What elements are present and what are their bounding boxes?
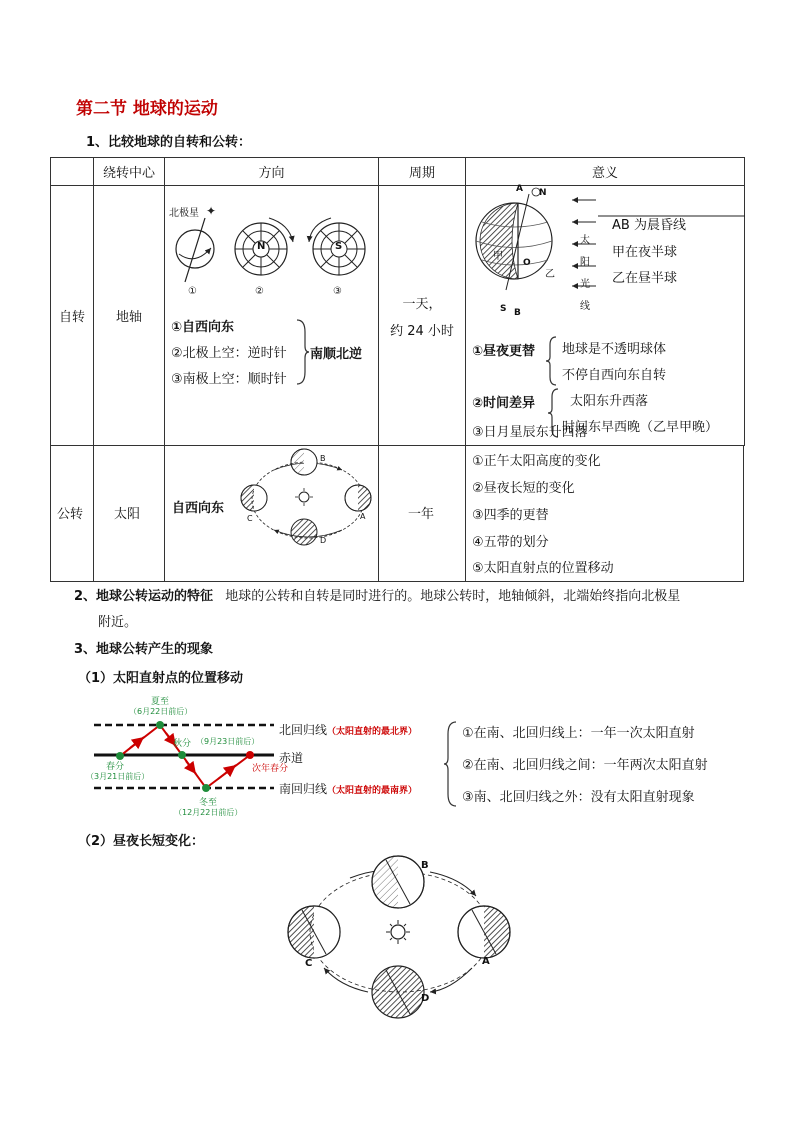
significance-1-item-1: 地球是不透明球体	[562, 342, 667, 357]
significance-2-item-2: 时间东早西晚（乙早甲晚）	[562, 420, 719, 435]
rotation-center: 地轴	[94, 186, 165, 446]
orbit-b: B	[320, 454, 326, 463]
subsection1-heading: （1）太阳直射点的位置移动	[78, 671, 244, 686]
pole-n-label: N	[257, 241, 266, 252]
tropic-of-capricorn	[279, 780, 417, 797]
winter-solstice: 冬至	[199, 798, 218, 808]
label-a: A	[516, 184, 523, 194]
spring-equinox: 春分	[106, 762, 125, 772]
revolution-significance-2: ②昼夜长短的变化	[472, 481, 575, 496]
label-b: B	[514, 308, 521, 318]
significance-1-title: ①昼夜更替	[472, 344, 536, 359]
tropic-of-cancer-label: 北回归线	[279, 723, 328, 737]
rotation-significance-cell	[466, 186, 745, 446]
orbit2-c: C	[305, 958, 313, 969]
sun-char-2: 阳	[580, 257, 590, 268]
revolution-name: 公转	[57, 507, 84, 522]
label-yi: 乙	[545, 269, 555, 280]
summer-date: （6月22日前后）	[129, 707, 193, 716]
revolution-significance-5: ⑤太阳直射点的位置移动	[472, 561, 614, 576]
significance-3: ③日月星辰东升西落	[472, 425, 588, 440]
fig-label-2: ②	[255, 286, 264, 297]
orbit2-d: D	[421, 993, 430, 1004]
rotation-direction-cell	[165, 186, 379, 446]
rev-divider-4	[465, 445, 466, 582]
section2-continuation: 附近。	[98, 615, 138, 630]
orbit-c: C	[247, 514, 253, 523]
rotation-period-line1: 一天，	[402, 296, 442, 312]
fig-label-3: ③	[333, 286, 342, 297]
note-ab: AB 为晨昏线	[612, 218, 686, 233]
revolution-significance-4: ④五带的划分	[472, 535, 549, 550]
orbit-d: D	[320, 536, 327, 545]
sun-char-1: 太	[580, 235, 590, 246]
section2	[74, 585, 680, 604]
direction-2: ②北极上空：逆时针	[171, 346, 287, 361]
day-night-figure	[466, 186, 745, 296]
next-spring: 次年春分	[252, 764, 289, 774]
rev-divider-1	[93, 445, 94, 582]
header-direction: 方向	[165, 158, 379, 186]
note-jia: 甲在夜半球	[612, 245, 678, 260]
significance-1-brace	[546, 335, 558, 387]
revolution-significance-3: ③四季的更替	[472, 508, 549, 523]
equator-label: 赤道	[279, 751, 304, 765]
orbit-diagram-large	[280, 850, 530, 1025]
comparison-table	[50, 157, 745, 446]
direction-brace	[295, 318, 309, 386]
sun-char-4: 线	[580, 301, 590, 312]
direction-summary: 南顺北逆	[310, 347, 363, 362]
sun-char-3: 光	[580, 279, 590, 290]
winter-date: （12月22日前后）	[174, 808, 243, 817]
header-empty	[51, 158, 94, 186]
spring-date: （3月21日前后）	[86, 772, 150, 781]
revolution-period: 一年	[408, 507, 435, 522]
tropic-of-capricorn-note: （太阳直射的最南界）	[327, 786, 418, 796]
orbit-a: A	[360, 512, 366, 521]
orbit2-b: B	[421, 860, 429, 871]
direction-1: ①自西向东	[171, 320, 235, 335]
pole-s-label: S	[335, 241, 343, 252]
rev-divider-3	[378, 445, 379, 582]
svg-text:✦: ✦	[206, 204, 217, 218]
autumn-equinox: 秋分	[173, 739, 192, 749]
rotation-name: 自转	[51, 186, 94, 446]
rotation-period-cell	[379, 186, 466, 446]
summer-solstice: 夏至	[151, 697, 170, 707]
section3-heading: 3、地球公转产生的现象	[74, 642, 214, 657]
significance-2-item-1: 太阳东升西落	[570, 394, 649, 409]
rule-1: ①在南、北回归线上：一年一次太阳直射	[462, 726, 695, 741]
rotation-period-line2: 约 24 小时	[390, 323, 454, 339]
rules-brace	[444, 720, 458, 808]
header-period: 周期	[379, 158, 466, 186]
rotation-row	[51, 186, 745, 446]
tropic-of-capricorn-label: 南回归线	[279, 782, 328, 796]
note-yi: 乙在昼半球	[612, 271, 678, 286]
rev-divider-2	[164, 445, 165, 582]
autumn-date: （9月23日前后）	[196, 737, 260, 746]
header-significance: 意义	[466, 158, 745, 186]
header-center: 绕转中心	[94, 158, 165, 186]
significance-2-title: ②时间差异	[472, 396, 536, 411]
label-s: S	[500, 304, 507, 314]
tropic-of-cancer-note: （太阳直射的最北界）	[327, 727, 418, 737]
revolution-direction: 自西向东	[172, 501, 225, 516]
fig-label-1: ①	[188, 286, 197, 297]
label-jia: 甲	[493, 251, 503, 262]
label-n: N	[539, 188, 547, 198]
tropic-of-cancer	[279, 721, 417, 738]
significance-1-item-2: 不停自西向东自转	[562, 368, 667, 383]
section2-text: 地球的公转和自转是同时进行的。地球公转时，地轴倾斜，北端始终指向北极星	[225, 589, 681, 604]
revolution-significance-1: ①正午太阳高度的变化	[472, 454, 601, 469]
orbit2-a: A	[482, 956, 490, 967]
label-o: O	[523, 258, 531, 268]
rule-2: ②在南、北回归线之间：一年两次太阳直射	[462, 758, 708, 773]
subsection2-heading: （2）昼夜长短变化：	[78, 834, 205, 849]
north-star-label: 北极星	[169, 208, 199, 219]
revolution-orbit-figure	[238, 448, 378, 580]
direction-3: ③南极上空：顺时针	[171, 372, 287, 387]
table-header-row	[51, 158, 745, 186]
section1-heading: 1、比较地球的自转和公转：	[86, 135, 252, 150]
revolution-row	[50, 445, 744, 582]
page-title: 第二节 地球的运动	[76, 99, 218, 119]
revolution-center: 太阳	[114, 507, 141, 522]
rule-3: ③南、北回归线之外：没有太阳直射现象	[462, 790, 695, 805]
section2-label: 2、地球公转运动的特征	[74, 589, 214, 604]
